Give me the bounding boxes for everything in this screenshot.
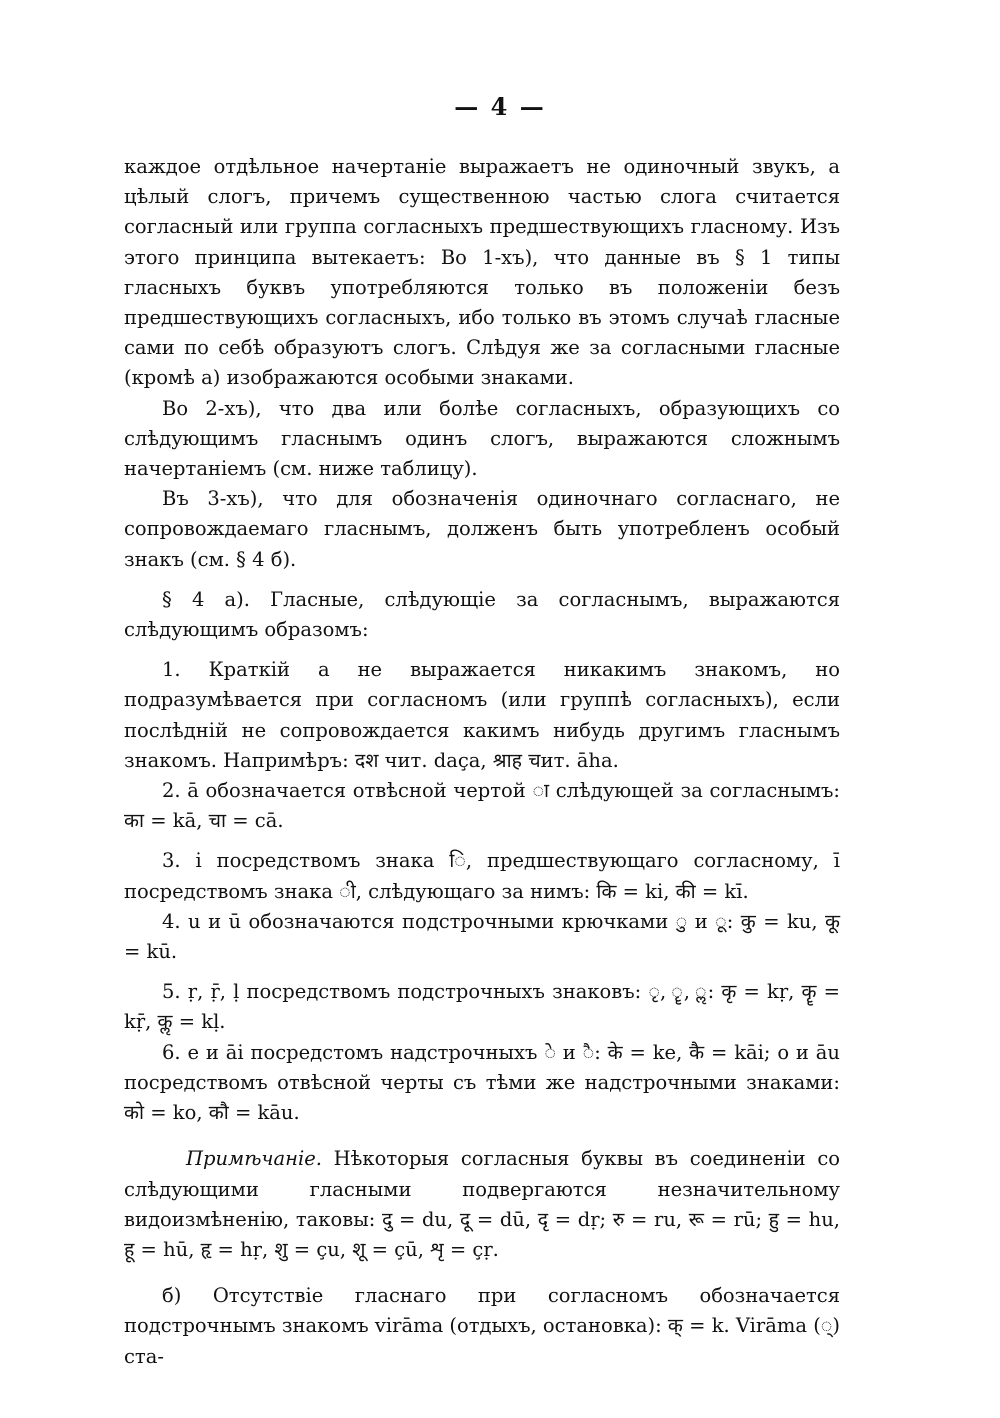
note-label: Примѣчаніе.	[186, 1147, 322, 1171]
paragraph-third: Въ 3-хъ), что для обозначенія одиночнаго согласнаго, не сопровождаемаго гласнымъ, долженъ быть употребленъ особый знакъ (см. § 4 б).	[124, 487, 840, 571]
rule-3: 3. i посредствомъ знака ि, предшествующаго согласному, ī посредствомъ знака ी, слѣдующаго за нимъ: कि = ki, की = kī.	[124, 849, 840, 903]
paragraph-intro: каждое отдѣльное начертаніе выражаетъ не одиночный звукъ, а цѣлый слогъ, причемъ существенною частью слога считается согласный или группа согласныхъ предшествующихъ гласному. Изъ этого принципа вытекаетъ: Во 1-хъ), что данные въ § 1 типы гласныхъ буквъ употребляются только въ положеніи безъ предшествующихъ согласныхъ, ибо только въ этомъ случаѣ гласные сами по себѣ образуютъ слогъ. Слѣдуя же за согласными гласные (кромѣ а) изображаются особыми знаками.	[124, 155, 840, 390]
note-text: Нѣкоторыя согласныя буквы въ соединеніи со слѣдующими гласными подвергаются незначительному видоизмѣненію, таковы: दु = du, दू = dū, दृ = dṛ; रु = ru, रू = rū; हु = hu, हू = hū, हृ = hṛ, शु = çu, शू = çū, शृ = çṛ.	[124, 1147, 840, 1261]
rule-2: 2. ā обозначается отвѣсной чертой ा слѣдующей за согласнымъ: का = kā, चा = cā.	[124, 779, 840, 833]
section-4a-heading: § 4 а). Гласные, слѣдующіе за согласнымъ, выражаются слѣдующимъ образомъ:	[124, 587, 840, 642]
page-body	[124, 152, 840, 1372]
rule-1: 1. Краткій а не выражается никакимъ знакомъ, но подразумѣвается при согласномъ (или группѣ согласныхъ), если послѣдній не сопровождается какимъ нибудь другимъ гласнымъ знакомъ. Напримѣръ: दश чит. daça, श्राह चит. āha.	[124, 658, 840, 772]
rule-6: 6. e и āi посредстомъ надстрочныхъ े и ै: के = ke, कै = kāi; o и āu посредствомъ отвѣсной черты съ тѣми же надстрочными знаками: को = ko, कौ = kāu.	[124, 1040, 840, 1125]
note-paragraph	[124, 1144, 840, 1265]
section-4b: б) Отсутствіе гласнаго при согласномъ обозначается подстрочнымъ знакомъ virāma (отдыхъ, остановка): क् = k. Virāma (्) ста-	[124, 1284, 840, 1368]
page-number: — 4 —	[454, 92, 546, 121]
rule-5: 5. ṛ, ṝ, ḷ посредствомъ подстрочныхъ знаковъ: ृ, ॄ, ॢ: कृ = kṛ, कॄ = kṝ, कॢ = kḷ.	[124, 980, 840, 1034]
paragraph-second: Во 2-хъ), что два или болѣе согласныхъ, образующихъ со слѣдующимъ гласнымъ одинъ слогъ, выражаются сложнымъ начертаніемъ (см. ниже таблицу).	[124, 396, 840, 481]
rule-4: 4. u и ū обозначаются подстрочными крючками ु и ू: कु = ku, कू = kū.	[124, 909, 840, 964]
